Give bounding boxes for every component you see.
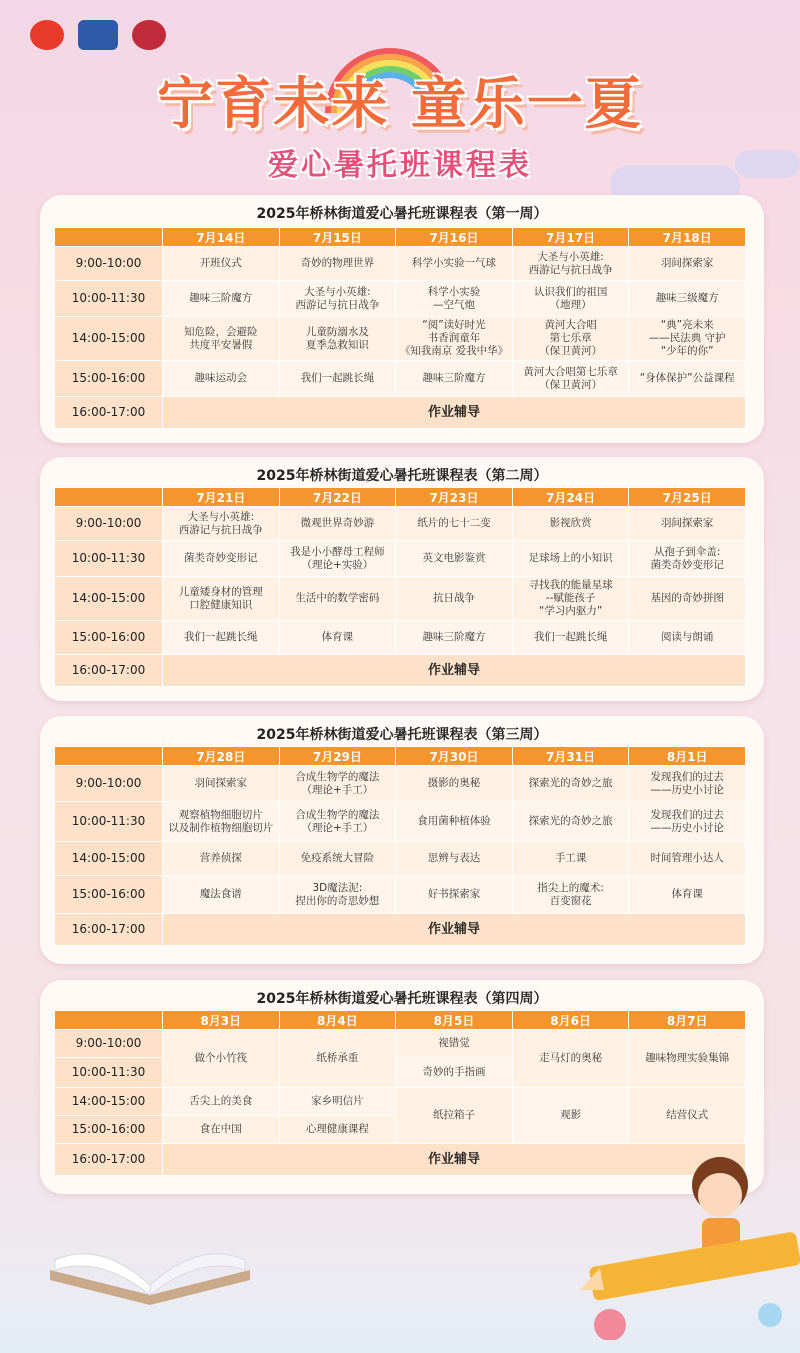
day-header: 7月23日 [396,488,513,507]
course-cell: 合成生物学的魔法 （理论+手工） [279,802,396,842]
course-cell: 营养侦探 [163,842,280,876]
week3-title: 2025年桥林街道爱心暑托班课程表（第三周） [256,727,548,743]
header-blank [55,747,163,766]
course-cell: 时间管理小达人 [629,842,746,876]
day-header: 7月16日 [396,228,513,247]
course-cell: 开班仪式 [163,247,280,281]
day-header: 7月14日 [163,228,280,247]
course-cell: 探索光的奇妙之旅 [512,766,629,802]
time-slot: 15:00-16:00 [55,361,163,397]
course-cell: “典”亮未来 ——民法典 守护 “少年的你” [629,317,746,361]
course-cell: 科学小实验一气球 [396,247,513,281]
day-header: 8月7日 [629,1011,746,1030]
course-cell: 趣味三阶魔方 [163,281,280,317]
course-cell: 奇妙的手指画 [396,1058,513,1088]
week1-title: 2025年桥林街道爱心暑托班课程表（第一周） [256,206,548,222]
time-slot: 14:00-15:00 [55,1088,163,1116]
time-slot: 14:00-15:00 [55,317,163,361]
course-cell: 认识我们的祖国 （地理） [512,281,629,317]
course-cell: 儿童防溺水及 夏季急救知识 [279,317,396,361]
course-cell: 黄河大合唱 第七乐章 （保卫黄河） [512,317,629,361]
time-slot: 16:00-17:00 [55,1144,163,1176]
header-blank [55,1011,163,1030]
table-row [55,655,746,687]
course-cell: 走马灯的奥秘 [512,1030,629,1088]
day-header: 7月17日 [512,228,629,247]
course-cell: 知危险，会避险 共度平安暑假 [163,317,280,361]
day-header: 7月30日 [396,747,513,766]
page-subtitle: 爱心暑托班课程表 [268,148,532,183]
day-header: 7月29日 [279,747,396,766]
day-header: 7月24日 [512,488,629,507]
course-cell: 羽间探索家 [163,766,280,802]
table-row [55,361,746,397]
course-cell: 羽间探索家 [629,507,746,541]
table-row [55,541,746,577]
course-cell: 家乡明信片 [279,1088,396,1116]
course-cell: 大圣与小英雄: 西游记与抗日战争 [512,247,629,281]
time-slot: 16:00-17:00 [55,655,163,687]
course-cell: 好书探索家 [396,876,513,914]
course-cell: 舌尖上的美食 [163,1088,280,1116]
table-row [55,914,746,946]
time-slot: 15:00-16:00 [55,1116,163,1144]
emblem-logo [132,20,166,50]
day-header: 7月18日 [629,228,746,247]
course-cell: 指尖上的魔术: 百变窗花 [512,876,629,914]
course-cell: 结营仪式 [629,1088,746,1144]
homework-cell: 作业辅导 [163,397,746,429]
course-cell: 体育课 [629,876,746,914]
course-cell: 影视欣赏 [512,507,629,541]
course-cell: 奇妙的物理世界 [279,247,396,281]
week3-table [54,746,746,946]
table-row [55,766,746,802]
course-cell: 食在中国 [163,1116,280,1144]
day-header: 8月3日 [163,1011,280,1030]
course-cell: 我们一起跳长绳 [279,361,396,397]
course-cell: 趣味三阶魔方 [396,361,513,397]
course-cell: 大圣与小英雄: 西游记与抗日战争 [163,507,280,541]
time-slot: 10:00-11:30 [55,802,163,842]
week2-title: 2025年桥林街道爱心暑托班课程表（第二周） [256,468,548,484]
course-cell: 纸片的七十二变 [396,507,513,541]
time-slot: 10:00-11:30 [55,541,163,577]
time-slot: 9:00-10:00 [55,1030,163,1058]
course-cell: 我是小小酵母工程师 （理论+实验） [279,541,396,577]
open-book-illustration [40,1200,260,1310]
time-slot: 10:00-11:30 [55,281,163,317]
table-row [55,507,746,541]
day-header: 7月25日 [629,488,746,507]
course-cell: 观察植物细胞切片 以及制作植物细胞切片 [163,802,280,842]
table-row [55,317,746,361]
course-cell: 我们一起跳长绳 [512,621,629,655]
course-cell: 生活中的数学密码 [279,577,396,621]
course-cell: 体育课 [279,621,396,655]
week1-card [40,195,764,443]
course-cell: 探索光的奇妙之旅 [512,802,629,842]
table-row [55,621,746,655]
course-cell: 做个小竹筏 [163,1030,280,1088]
day-header: 7月21日 [163,488,280,507]
homework-cell: 作业辅导 [163,914,746,946]
day-header: 8月5日 [396,1011,513,1030]
day-header: 7月31日 [512,747,629,766]
course-cell: 科学小实验 —空气炮 [396,281,513,317]
day-header: 8月4日 [279,1011,396,1030]
course-cell: 大圣与小英雄: 西游记与抗日战争 [279,281,396,317]
kid-on-pencil-illustration [570,1140,800,1340]
table-row [55,1030,746,1058]
youth-league-logo [30,20,64,50]
time-slot: 9:00-10:00 [55,766,163,802]
event-logo [180,20,232,50]
course-cell: 心理健康课程 [279,1116,396,1144]
course-cell: 英文电影鉴赏 [396,541,513,577]
course-cell: 食用菌种植体验 [396,802,513,842]
time-slot: 10:00-11:30 [55,1058,163,1088]
week4-title: 2025年桥林街道爱心暑托班课程表（第四周） [256,991,548,1007]
course-cell: 从孢子到伞盖: 菌类奇妙变形记 [629,541,746,577]
week2-card [40,457,764,701]
day-header: 8月1日 [629,747,746,766]
time-slot: 16:00-17:00 [55,914,163,946]
course-cell: 发现我们的过去 ——历史小讨论 [629,802,746,842]
course-cell: 趣味三级魔方 [629,281,746,317]
homework-cell: 作业辅导 [163,1144,746,1176]
table-row [55,397,746,429]
course-cell: 儿童矮身材的管理 口腔健康知识 [163,577,280,621]
week1-table [54,227,746,429]
homework-cell: 作业辅导 [163,655,746,687]
time-slot: 9:00-10:00 [55,247,163,281]
time-slot: 15:00-16:00 [55,876,163,914]
course-cell: 3D魔法泥: 捏出你的奇思妙想 [279,876,396,914]
course-cell: 微观世界奇妙游 [279,507,396,541]
course-cell: 羽间探索家 [629,247,746,281]
week3-card [40,716,764,964]
day-header: 7月28日 [163,747,280,766]
day-header: 7月22日 [279,488,396,507]
course-cell: “阅”读好时光 书香润童年 《知我南京 爱我中华》 [396,317,513,361]
page-title: 宁育未来 童乐一夏 [157,72,643,137]
course-cell: 纸桥承重 [279,1030,396,1088]
course-cell: 合成生物学的魔法 （理论+手工） [279,766,396,802]
table-row [55,876,746,914]
course-cell: 免疫系统大冒险 [279,842,396,876]
course-cell: 摄影的奥秘 [396,766,513,802]
course-cell: 手工课 [512,842,629,876]
time-slot: 16:00-17:00 [55,397,163,429]
table-row [55,842,746,876]
header-blank [55,228,163,247]
table-row [55,247,746,281]
day-header: 7月15日 [279,228,396,247]
course-cell: 菌类奇妙变形记 [163,541,280,577]
newspaper-logo [78,20,118,50]
course-cell: 发现我们的过去 ——历史小讨论 [629,766,746,802]
time-slot: 14:00-15:00 [55,842,163,876]
logo-bar [30,20,232,50]
table-row [55,802,746,842]
course-cell: 我们一起跳长绳 [163,621,280,655]
course-cell: “身体保护”公益课程 [629,361,746,397]
time-slot: 15:00-16:00 [55,621,163,655]
day-header: 8月6日 [512,1011,629,1030]
course-cell: 视错觉 [396,1030,513,1058]
course-cell: 魔法食谱 [163,876,280,914]
course-cell: 抗日战争 [396,577,513,621]
course-cell: 观影 [512,1088,629,1144]
table-row [55,281,746,317]
course-cell: 趣味运动会 [163,361,280,397]
course-cell: 黄河大合唱第七乐章 （保卫黄河） [512,361,629,397]
week2-table [54,487,746,687]
course-cell: 趣味三阶魔方 [396,621,513,655]
course-cell: 思辨与表达 [396,842,513,876]
course-cell: 阅读与朗诵 [629,621,746,655]
course-cell: 纸拉箱子 [396,1088,513,1144]
time-slot: 9:00-10:00 [55,507,163,541]
time-slot: 14:00-15:00 [55,577,163,621]
course-cell: 寻找我的能量星球 --赋能孩子 “学习内驱力” [512,577,629,621]
header-blank [55,488,163,507]
course-cell: 趣味物理实验集锦 [629,1030,746,1088]
course-cell: 足球场上的小知识 [512,541,629,577]
table-row [55,1088,746,1116]
course-cell: 基因的奇妙拼图 [629,577,746,621]
table-row [55,577,746,621]
